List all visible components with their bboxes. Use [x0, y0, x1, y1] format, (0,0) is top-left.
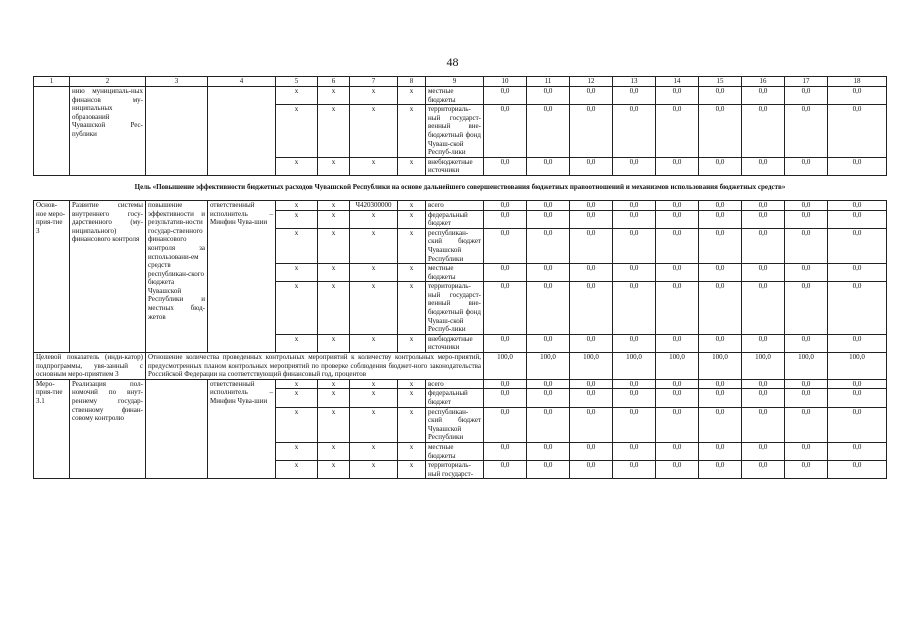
activity-3-source: республикан-ский бюджет Чувашской Республики	[426, 228, 484, 263]
cont-value-15: 0,0	[699, 157, 742, 175]
activity-3-value-16: 0,0	[742, 210, 785, 228]
activity-3-value-18: 0,0	[828, 282, 887, 335]
activity-3-1-value-15: 0,0	[699, 461, 742, 479]
activity-3-value-12: 0,0	[570, 210, 613, 228]
activity-3-rzpr: x	[318, 264, 350, 282]
page-number: 48	[446, 55, 459, 69]
activity-3-1-grbs: x	[276, 407, 318, 442]
cont-value-11: 0,0	[527, 157, 570, 175]
activity-3-1-vr: x	[398, 461, 426, 479]
column-number: 11	[527, 77, 570, 87]
activity-3-1-name: Реализация пол-номочий по внут-реннему государ-ственному финан-совому контролю	[70, 379, 146, 479]
activity-3-1-value-11: 0,0	[527, 461, 570, 479]
activity-3-1-value-17: 0,0	[785, 461, 828, 479]
activity-3-vr: x	[398, 200, 426, 210]
cont-grbs: x	[276, 157, 318, 175]
activity-3-value-11: 0,0	[527, 282, 570, 335]
activity-3-vr: x	[398, 264, 426, 282]
cont-vr: x	[398, 87, 426, 105]
activity-3-value-11: 0,0	[527, 210, 570, 228]
activity-3-grbs: x	[276, 200, 318, 210]
activity-3-1-rzpr: x	[318, 442, 350, 460]
activity-3-source: территориаль-ный государст-венный вне-бюджетный фонд Чуваш-ской Респуб-лики	[426, 282, 484, 335]
activity-3-value-15: 0,0	[699, 210, 742, 228]
activity-3-1-value-18: 0,0	[828, 442, 887, 460]
indicator-value-14: 100,0	[656, 353, 699, 380]
activity-3-value-16: 0,0	[742, 264, 785, 282]
cont-value-12: 0,0	[570, 157, 613, 175]
column-number: 13	[613, 77, 656, 87]
activity-3-1-value-17: 0,0	[785, 407, 828, 442]
activity-3-1-value-10: 0,0	[484, 407, 527, 442]
activity-3-rzpr: x	[318, 200, 350, 210]
activity-3-1-value-15: 0,0	[699, 407, 742, 442]
activity-3-grbs: x	[276, 210, 318, 228]
column-number: 5	[276, 77, 318, 87]
activity-3-label: Основ-ное меро-прия-тие 3	[34, 200, 70, 352]
activity-3-value-13: 0,0	[613, 210, 656, 228]
activity-3-vr: x	[398, 282, 426, 335]
indicator-value-18: 100,0	[828, 353, 887, 380]
activity-3-value-13: 0,0	[613, 334, 656, 352]
cont-value-14: 0,0	[656, 87, 699, 105]
activity-3-value-14: 0,0	[656, 334, 699, 352]
activity-3-csr: x	[350, 264, 398, 282]
activity-3-1-value-18: 0,0	[828, 389, 887, 407]
activity-3-executor: ответственный исполнитель – Минфин Чува-шии	[208, 200, 276, 352]
activity-3-grbs: x	[276, 228, 318, 263]
activity-3-value-14: 0,0	[656, 200, 699, 210]
activity-3-1-csr: x	[350, 442, 398, 460]
activity-3-value-14: 0,0	[656, 228, 699, 263]
activity-3-value-13: 0,0	[613, 200, 656, 210]
cont-vr: x	[398, 105, 426, 158]
activity-3-source: внебюджетные источники	[426, 334, 484, 352]
activity-3-1-value-18: 0,0	[828, 461, 887, 479]
activity-3-1-value-13: 0,0	[613, 379, 656, 389]
cont-rzpr: x	[318, 157, 350, 175]
cont-source: территориаль-ный государст-венный вне-бюджетный фонд Чуваш-ской Респуб-лики	[426, 105, 484, 158]
activity-3-1-value-10: 0,0	[484, 389, 527, 407]
activity-3-name: Развитие системы внутреннего госу-дарственного (му-ниципального) финансового контроля	[70, 200, 146, 352]
indicator-value-17: 100,0	[785, 353, 828, 380]
table-row	[34, 379, 887, 389]
activity-3-1-value-14: 0,0	[656, 442, 699, 460]
column-number: 16	[742, 77, 785, 87]
activity-3-value-17: 0,0	[785, 334, 828, 352]
column-number: 1	[34, 77, 70, 87]
activity-3-1-goal	[146, 379, 208, 479]
column-number: 4	[208, 77, 276, 87]
indicator-value-11: 100,0	[527, 353, 570, 380]
activity-3-value-17: 0,0	[785, 200, 828, 210]
activity-3-1-value-13: 0,0	[613, 389, 656, 407]
column-number: 8	[398, 77, 426, 87]
cont-value-16: 0,0	[742, 157, 785, 175]
column-number: 18	[828, 77, 887, 87]
activity-3-1-executor: ответственный исполнитель – Минфин Чува-шии	[208, 379, 276, 479]
activity-3-1-grbs: x	[276, 442, 318, 460]
activity-3-1-value-18: 0,0	[828, 407, 887, 442]
activity-3-value-15: 0,0	[699, 334, 742, 352]
activity-3-1-value-14: 0,0	[656, 407, 699, 442]
cont-rzpr: x	[318, 87, 350, 105]
activity-3-1-grbs: x	[276, 389, 318, 407]
activity-3-1-value-14: 0,0	[656, 461, 699, 479]
cont-value-12: 0,0	[570, 87, 613, 105]
cont-value-14: 0,0	[656, 105, 699, 158]
activity-3-value-15: 0,0	[699, 228, 742, 263]
column-number: 12	[570, 77, 613, 87]
activity-3-1-rzpr: x	[318, 379, 350, 389]
activity-3-1-grbs: x	[276, 461, 318, 479]
activity-3-1-value-10: 0,0	[484, 461, 527, 479]
column-number: 9	[426, 77, 484, 87]
activity-3-value-15: 0,0	[699, 282, 742, 335]
activity-3-1-value-16: 0,0	[742, 461, 785, 479]
activity-3-value-14: 0,0	[656, 264, 699, 282]
activity-3-value-18: 0,0	[828, 200, 887, 210]
activity-3-1-csr: x	[350, 461, 398, 479]
cont-name: нию муниципаль-ных финансов му-ниципальных образований Чувашской Рес-публики	[70, 87, 146, 176]
activity-3-1-value-10: 0,0	[484, 379, 527, 389]
activity-3-1-vr: x	[398, 389, 426, 407]
cont-value-18: 0,0	[828, 105, 887, 158]
activity-3-1-csr: x	[350, 389, 398, 407]
cont-csr: x	[350, 87, 398, 105]
activity-3-1-source: всего	[426, 379, 484, 389]
activity-3-1-vr: x	[398, 379, 426, 389]
activity-3-rzpr: x	[318, 334, 350, 352]
activity-3-1-value-12: 0,0	[570, 461, 613, 479]
activity-3-csr: x	[350, 334, 398, 352]
cont-exec	[208, 87, 276, 176]
cont-value-16: 0,0	[742, 105, 785, 158]
cont-value-13: 0,0	[613, 105, 656, 158]
activity-3-1-value-10: 0,0	[484, 442, 527, 460]
activity-3-1-value-18: 0,0	[828, 379, 887, 389]
activity-3-1-value-14: 0,0	[656, 389, 699, 407]
column-number: 15	[699, 77, 742, 87]
cont-source: местные бюджеты	[426, 87, 484, 105]
activity-3-1-value-11: 0,0	[527, 407, 570, 442]
activity-3-1-source: федеральный бюджет	[426, 389, 484, 407]
cont-value-18: 0,0	[828, 157, 887, 175]
cont-value-17: 0,0	[785, 105, 828, 158]
activity-3-1-source: территориаль-ный государст-	[426, 461, 484, 479]
activity-3-1-value-16: 0,0	[742, 389, 785, 407]
activity-3-1-value-12: 0,0	[570, 379, 613, 389]
activity-3-source: местные бюджеты	[426, 264, 484, 282]
goal-row	[34, 175, 887, 200]
activity-3-1-value-16: 0,0	[742, 407, 785, 442]
activity-3-grbs: x	[276, 334, 318, 352]
cont-rzpr: x	[318, 105, 350, 158]
activity-3-rzpr: x	[318, 282, 350, 335]
activity-3-1-label: Меро-прия-тие 3.1	[34, 379, 70, 479]
indicator-value-13: 100,0	[613, 353, 656, 380]
activity-3-value-16: 0,0	[742, 334, 785, 352]
activity-3-value-12: 0,0	[570, 334, 613, 352]
cont-value-12: 0,0	[570, 105, 613, 158]
activity-3-1-value-16: 0,0	[742, 379, 785, 389]
column-number: 3	[146, 77, 208, 87]
activity-3-1-value-17: 0,0	[785, 442, 828, 460]
column-number: 14	[656, 77, 699, 87]
cont-value-18: 0,0	[828, 87, 887, 105]
cont-vr: x	[398, 157, 426, 175]
activity-3-value-10: 0,0	[484, 334, 527, 352]
activity-3-value-18: 0,0	[828, 210, 887, 228]
activity-3-value-15: 0,0	[699, 200, 742, 210]
activity-3-value-11: 0,0	[527, 334, 570, 352]
activity-3-value-18: 0,0	[828, 264, 887, 282]
activity-3-1-value-13: 0,0	[613, 461, 656, 479]
activity-3-value-16: 0,0	[742, 200, 785, 210]
column-number: 2	[70, 77, 146, 87]
activity-3-1-value-13: 0,0	[613, 407, 656, 442]
budget-table	[33, 76, 887, 479]
activity-3-value-14: 0,0	[656, 282, 699, 335]
activity-3-1-value-11: 0,0	[527, 379, 570, 389]
cont-grbs: x	[276, 87, 318, 105]
activity-3-rzpr: x	[318, 228, 350, 263]
activity-3-value-10: 0,0	[484, 210, 527, 228]
cont-grbs: x	[276, 105, 318, 158]
activity-3-vr: x	[398, 334, 426, 352]
cont-value-13: 0,0	[613, 87, 656, 105]
activity-3-value-11: 0,0	[527, 200, 570, 210]
activity-3-1-rzpr: x	[318, 407, 350, 442]
activity-3-value-12: 0,0	[570, 200, 613, 210]
activity-3-value-10: 0,0	[484, 200, 527, 210]
activity-3-value-17: 0,0	[785, 210, 828, 228]
column-number: 10	[484, 77, 527, 87]
cont-value-17: 0,0	[785, 87, 828, 105]
indicator-row	[34, 353, 887, 380]
activity-3-1-csr: x	[350, 407, 398, 442]
cont-label	[34, 87, 70, 176]
activity-3-vr: x	[398, 210, 426, 228]
activity-3-value-11: 0,0	[527, 264, 570, 282]
activity-3-value-18: 0,0	[828, 228, 887, 263]
header-row	[34, 77, 887, 87]
activity-3-source: всего	[426, 200, 484, 210]
activity-3-vr: x	[398, 228, 426, 263]
activity-3-value-18: 0,0	[828, 334, 887, 352]
activity-3-1-vr: x	[398, 442, 426, 460]
activity-3-value-13: 0,0	[613, 264, 656, 282]
activity-3-1-grbs: x	[276, 379, 318, 389]
activity-3-1-value-13: 0,0	[613, 442, 656, 460]
cont-value-11: 0,0	[527, 87, 570, 105]
indicator-value-15: 100,0	[699, 353, 742, 380]
activity-3-1-value-15: 0,0	[699, 379, 742, 389]
activity-3-value-14: 0,0	[656, 210, 699, 228]
activity-3-1-value-15: 0,0	[699, 442, 742, 460]
activity-3-value-11: 0,0	[527, 228, 570, 263]
activity-3-grbs: x	[276, 264, 318, 282]
indicator-text: Отношение количества проведенных контрольных мероприятий к количеству контрольных меро-приятий, предусмотренных планом контрольных мероприятий по проверке соблюдения бюджет-ного законодательства Российской Федерации на соответствующий финансовый год, процентов	[146, 353, 484, 380]
cont-goal	[146, 87, 208, 176]
activity-3-value-17: 0,0	[785, 228, 828, 263]
cont-value-11: 0,0	[527, 105, 570, 158]
activity-3-value-12: 0,0	[570, 264, 613, 282]
activity-3-value-16: 0,0	[742, 282, 785, 335]
activity-3-value-10: 0,0	[484, 282, 527, 335]
column-number: 17	[785, 77, 828, 87]
cont-csr: x	[350, 105, 398, 158]
activity-3-value-15: 0,0	[699, 264, 742, 282]
activity-3-1-rzpr: x	[318, 389, 350, 407]
activity-3-csr: x	[350, 228, 398, 263]
activity-3-rzpr: x	[318, 210, 350, 228]
activity-3-1-value-12: 0,0	[570, 389, 613, 407]
activity-3-value-10: 0,0	[484, 264, 527, 282]
activity-3-1-value-12: 0,0	[570, 407, 613, 442]
indicator-value-12: 100,0	[570, 353, 613, 380]
activity-3-value-17: 0,0	[785, 264, 828, 282]
activity-3-value-17: 0,0	[785, 282, 828, 335]
cont-value-14: 0,0	[656, 157, 699, 175]
activity-3-1-source: республикан-ский бюджет Чувашской Республики	[426, 407, 484, 442]
activity-3-value-13: 0,0	[613, 228, 656, 263]
cont-value-10: 0,0	[484, 157, 527, 175]
activity-3-value-16: 0,0	[742, 228, 785, 263]
activity-3-value-12: 0,0	[570, 282, 613, 335]
activity-3-goal: повышение эффективности и результатив-ности государ-ственного финансового контроля за использовани-ем средств республикан-ского бюджета Чувашской Республики и местных бюд-жетов	[146, 200, 208, 352]
table-row	[34, 87, 887, 105]
activity-3-grbs: x	[276, 282, 318, 335]
activity-3-source: федеральный бюджет	[426, 210, 484, 228]
activity-3-csr: x	[350, 210, 398, 228]
activity-3-1-value-11: 0,0	[527, 389, 570, 407]
goal-heading: Цель «Повышение эффективности бюджетных расходов Чувашской Республики на основе дальнейшего совершенствования бюджетных правоотношений и механизмов использования бюджетных средств»	[34, 175, 887, 200]
activity-3-1-value-15: 0,0	[699, 389, 742, 407]
cont-value-15: 0,0	[699, 105, 742, 158]
column-number: 6	[318, 77, 350, 87]
indicator-value-16: 100,0	[742, 353, 785, 380]
activity-3-value-10: 0,0	[484, 228, 527, 263]
cont-source: внебюджетные источники	[426, 157, 484, 175]
activity-3-csr: Ч420300000	[350, 200, 398, 210]
activity-3-1-source: местные бюджеты	[426, 442, 484, 460]
cont-csr: x	[350, 157, 398, 175]
column-number: 7	[350, 77, 398, 87]
indicator-value-10: 100,0	[484, 353, 527, 380]
cont-value-13: 0,0	[613, 157, 656, 175]
cont-value-10: 0,0	[484, 105, 527, 158]
cont-value-17: 0,0	[785, 157, 828, 175]
activity-3-1-value-12: 0,0	[570, 442, 613, 460]
activity-3-1-rzpr: x	[318, 461, 350, 479]
activity-3-value-13: 0,0	[613, 282, 656, 335]
cont-value-15: 0,0	[699, 87, 742, 105]
activity-3-value-12: 0,0	[570, 228, 613, 263]
activity-3-1-csr: x	[350, 379, 398, 389]
table-row	[34, 200, 887, 210]
activity-3-1-value-11: 0,0	[527, 442, 570, 460]
activity-3-1-value-14: 0,0	[656, 379, 699, 389]
cont-value-10: 0,0	[484, 87, 527, 105]
cont-value-16: 0,0	[742, 87, 785, 105]
activity-3-1-value-17: 0,0	[785, 389, 828, 407]
activity-3-csr: x	[350, 282, 398, 335]
indicator-label: Целевой показатель (инди-катор) подпрограммы, увя-занный с основным меро-приятием 3	[34, 353, 146, 380]
activity-3-1-value-16: 0,0	[742, 442, 785, 460]
activity-3-1-vr: x	[398, 407, 426, 442]
activity-3-1-value-17: 0,0	[785, 379, 828, 389]
